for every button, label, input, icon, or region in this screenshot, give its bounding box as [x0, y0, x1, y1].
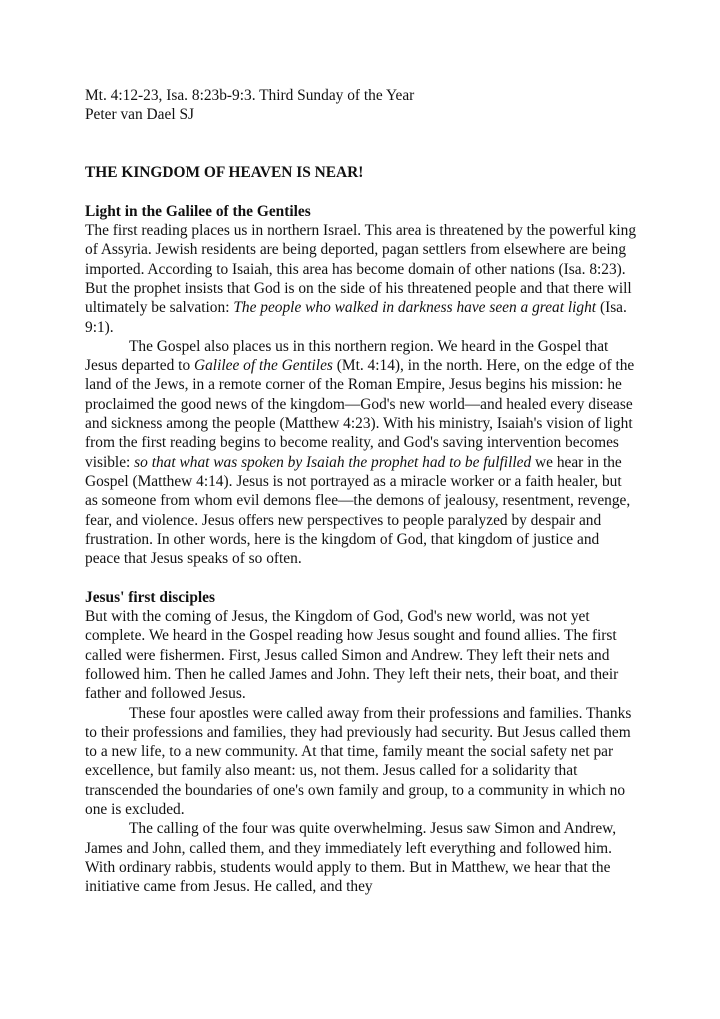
- spacer: [85, 182, 637, 201]
- author-line: Peter van Dael SJ: [85, 106, 194, 124]
- text-run: (Isa. 9:1).: [85, 299, 627, 336]
- text-run: (Mt. 4:14), in the north. Here, on the edge of the land of the Jews, in a remote corner of the Roman Empire, Jesus begins his mission: he proclaimed the good news of the kingdom—God's new world—and healed every disease and sickness among the people (Matthew 4:23). With his ministry, Isaiah's vision of light from the first reading begins to become reality, and God's saving intervention becomes visible:: [85, 357, 635, 471]
- text-run: The first reading places us in northern Israel. This area is threatened by the powerful king of Assyria. Jewish residents are being deported, pagan settlers from elsewhere are being imported. According to Isaiah, this area has become domain of other nations (Isa. 8:23). But the prophet insists that God is on the side of his threatened people and that there will ultimately be salvation:: [85, 222, 637, 317]
- text-run: The Gospel also places us in this northern region. We heard in the Gospel that Jesus departed to: [85, 337, 609, 375]
- document-title: THE KINGDOM OF HEAVEN IS NEAR!: [85, 164, 364, 182]
- quote-italic: The people who walked in darkness have seen a great light: [233, 299, 597, 317]
- paragraph: [85, 337, 637, 569]
- paragraph: These four apostles were called away from their professions and families. Thanks to their professions and families, they had previously had security. But Jesus called them to a new life, to a new community. At that time, family meant the social safety net par excellence, but family also meant: us, not them. Jesus called for a solidarity that transcended the boundaries of one's own family and group, to a community in which no one is excluded.: [85, 704, 632, 818]
- quote-italic: so that what was spoken by Isaiah the prophet had to be fulfilled: [134, 453, 532, 471]
- scripture-reference: Mt. 4:12-23, Isa. 8:23b-9:3. Third Sunday of the Year: [85, 87, 415, 104]
- section-heading-light: Light in the Galilee of the Gentiles: [85, 202, 311, 220]
- spacer: [85, 125, 637, 164]
- paragraph: But with the coming of Jesus, the Kingdom of God, God's new world, was not yet complete. We heard in the Gospel reading how Jesus sought and found allies. The first called were fishermen. First, Jesus called Simon and Andrew. They left their nets and followed him. Then he called James and John. They left their nets, their boat, and their father and followed Jesus.: [85, 608, 619, 703]
- paragraph: [85, 221, 637, 337]
- text-run: we hear in the Gospel (Matthew 4:14). Jesus is not portrayed as a miracle worker or a faith healer, but as someone from whom evil demons flee—the demons of jealousy, resentment, revenge, fear, and violence. Jesus offers new perspectives to people paralyzed by despair and frustration. In other words, here is the kingdom of God, that kingdom of justice and peace that Jesus speaks of so often.: [85, 453, 631, 568]
- quote-italic: Galilee of the Gentiles: [194, 357, 333, 375]
- document-page: [85, 86, 637, 896]
- paragraph: The calling of the four was quite overwhelming. Jesus saw Simon and Andrew, James and John, called them, and they immediately left everything and followed him. With ordinary rabbis, students would apply to them. But in Matthew, we hear that the initiative came from Jesus. He called, and they: [85, 820, 617, 896]
- spacer: [85, 568, 637, 587]
- section-heading-disciples: Jesus' first disciples: [85, 588, 215, 606]
